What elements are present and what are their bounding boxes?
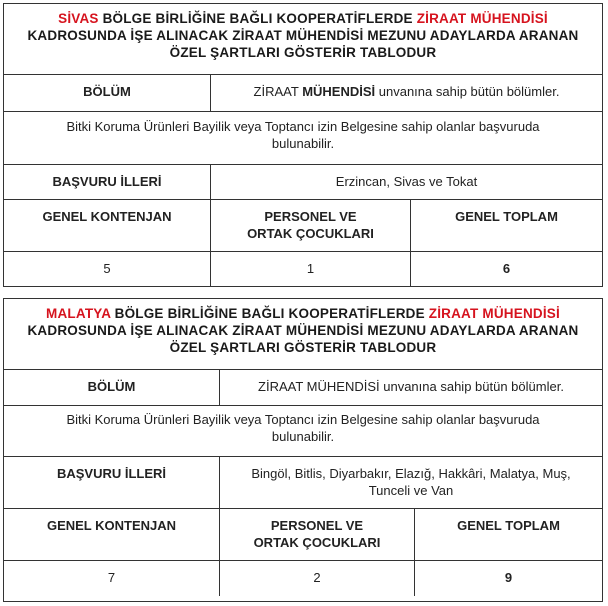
note-row [4, 111, 602, 164]
val-genel-kontenjan: 7 [107, 570, 116, 585]
bolum-suffix: unvanına sahip bütün bölümler. [375, 84, 560, 99]
table-title-row [4, 4, 602, 74]
val-genel-kontenjan: 5 [103, 261, 111, 276]
val-genel-toplam: 9 [414, 561, 602, 596]
column-header-row [4, 508, 602, 560]
val-genel-toplam: 6 [410, 252, 602, 286]
col-genel-kontenjan: GENEL KONTENJAN [42, 209, 172, 224]
iller-label: BAŞVURU İLLERİ [52, 174, 162, 189]
title-region: MALATYA [46, 306, 111, 321]
val-personel: 1 [210, 252, 410, 286]
table-title [4, 299, 602, 369]
column-header-row [4, 199, 602, 251]
note-text: Bitki Koruma Ürünleri Bayilik veya Toptancı izin Belgesine sahip olanlar başvuruda bulunabilir. [66, 412, 540, 444]
title-position: ZİRAAT MÜHENDİSİ [428, 306, 560, 321]
val-personel: 2 [219, 561, 414, 596]
bolum-value [210, 75, 602, 111]
title-mid: BÖLGE BİRLİĞİNE BAĞLI KOOPERATİFLERDE [98, 11, 417, 26]
bolum-label: BÖLÜM [83, 84, 131, 99]
title-position: ZİRAAT MÜHENDİSİ [416, 11, 548, 26]
col-genel-toplam: GENEL TOPLAM [410, 200, 602, 251]
sivas-requirements-table [3, 3, 603, 287]
col-genel-kontenjan: GENEL KONTENJAN [46, 518, 177, 533]
bolum-bold: MÜHENDİSİ [302, 84, 376, 99]
iller-label: BAŞVURU İLLERİ [56, 466, 167, 481]
title-rest: KADROSUNDA İŞE ALINACAK ZİRAAT MÜHENDİSİ MEZUNU ADAYLARDA ARANAN ÖZEL ŞARTLARI GÖSTERİR TABLODUR [27, 323, 579, 355]
iller-value: Bingöl, Bitlis, Diyarbakır, Elazığ, Hakkâri, Malatya, Muş, Tunceli ve Van [219, 457, 602, 508]
note-row [4, 405, 602, 456]
col-genel-toplam: GENEL TOPLAM [414, 509, 602, 560]
col-personel: PERSONEL VE ORTAK ÇOCUKLARI [219, 509, 414, 560]
note-text: Bitki Koruma Ürünleri Bayilik veya Toptancı izin Belgesine sahip olanlar başvuruda bulunabilir. [66, 119, 540, 151]
bolum-label: BÖLÜM [87, 379, 136, 394]
values-row [4, 560, 602, 596]
title-region: SİVAS [58, 11, 99, 26]
iller-row [4, 164, 602, 199]
iller-row [4, 456, 602, 508]
title-rest: KADROSUNDA İŞE ALINACAK ZİRAAT MÜHENDİSİ MEZUNU ADAYLARDA ARANAN ÖZEL ŞARTLARI GÖSTERİR TABLODUR [27, 28, 579, 60]
bolum-row [4, 369, 602, 405]
iller-value: Erzincan, Sivas ve Tokat [210, 165, 602, 199]
bolum-prefix: ZİRAAT [253, 84, 303, 99]
table-title-row [4, 299, 602, 369]
col-personel: PERSONEL VE ORTAK ÇOCUKLARI [210, 200, 410, 251]
bolum-row [4, 74, 602, 111]
title-mid: BÖLGE BİRLİĞİNE BAĞLI KOOPERATİFLERDE [110, 306, 429, 321]
values-row [4, 251, 602, 286]
table-title [4, 4, 602, 74]
bolum-value: ZİRAAT MÜHENDİSİ unvanına sahip bütün bölümler. [219, 370, 602, 405]
malatya-requirements-table [3, 298, 603, 602]
